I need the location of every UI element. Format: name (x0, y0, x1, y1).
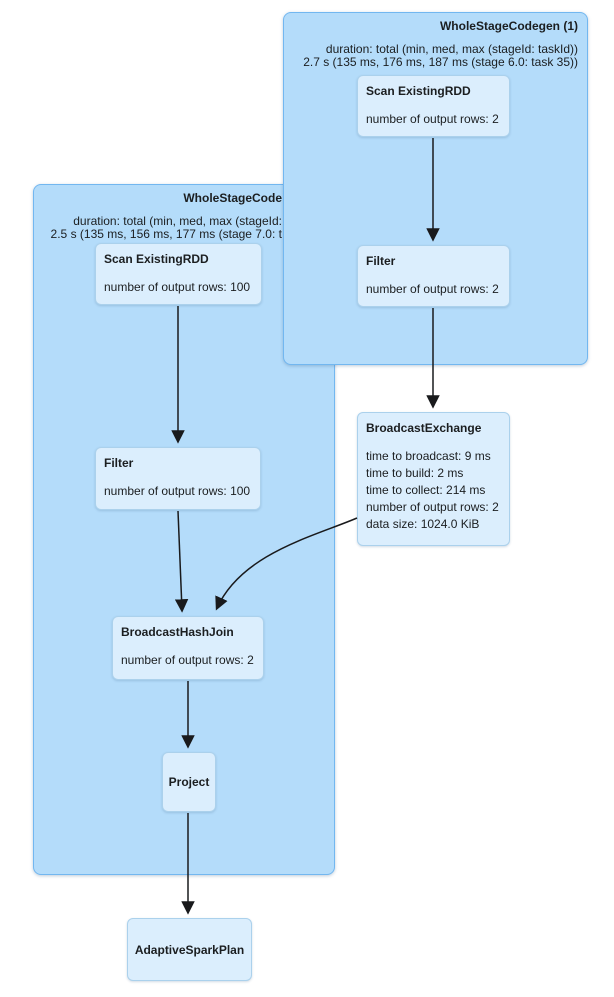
node-scan-existingrdd-2[interactable] (95, 243, 262, 305)
cluster-duration: duration: total (min, med, max (stageId: 2.5 s (135 ms, 156 ms, 177 ms (stage 7.0: t (50, 214, 282, 241)
node-title: Scan ExistingRDD (104, 252, 209, 266)
node-title: Filter (366, 254, 396, 268)
node-title: Project (168, 775, 210, 789)
node-metric: data size: 1024.0 KiB (366, 517, 480, 531)
node-title: BroadcastHashJoin (121, 625, 234, 639)
node-metric: time to build: 2 ms (366, 466, 464, 480)
node-metrics (104, 279, 253, 296)
node-metrics (104, 483, 252, 500)
node-adaptivesparkplan[interactable] (127, 918, 252, 981)
node-metric: number of output rows: 100 (104, 280, 251, 294)
cluster-title: WholeStageCodegen (1) (439, 19, 578, 33)
node-metric: number of output rows: 2 (366, 500, 499, 514)
node-filter-2[interactable] (95, 447, 261, 510)
node-title: AdaptiveSparkPlan (134, 942, 245, 957)
node-metric: time to broadcast: 9 ms (366, 449, 491, 463)
node-metrics (366, 281, 501, 298)
node-metric: number of output rows: 2 (366, 112, 499, 126)
node-filter-1[interactable] (357, 245, 510, 307)
node-broadcasthashjoin[interactable] (112, 616, 264, 680)
node-metrics (366, 448, 501, 533)
node-title: Scan ExistingRDD (366, 84, 471, 98)
node-title: BroadcastExchange (366, 421, 482, 435)
node-metric: time to collect: 214 ms (366, 483, 486, 497)
cluster-title: WholeStageCode (183, 191, 282, 205)
node-broadcastexchange[interactable] (357, 412, 510, 546)
node-metrics (121, 652, 255, 669)
node-project[interactable] (162, 752, 216, 812)
node-metric: number of output rows: 100 (104, 484, 251, 498)
node-metric: number of output rows: 2 (366, 282, 499, 296)
node-scan-existingrdd-1[interactable] (357, 75, 510, 137)
node-metrics (366, 111, 501, 128)
cluster-duration: duration: total (min, med, max (stageId: taskId)) 2.7 s (135 ms, 176 ms, 187 ms (stage 6.0: task 35)) (303, 42, 578, 69)
node-metric: number of output rows: 2 (121, 653, 254, 667)
node-title: Filter (104, 456, 134, 470)
cluster-wholestagecodegen-1 (283, 12, 588, 365)
